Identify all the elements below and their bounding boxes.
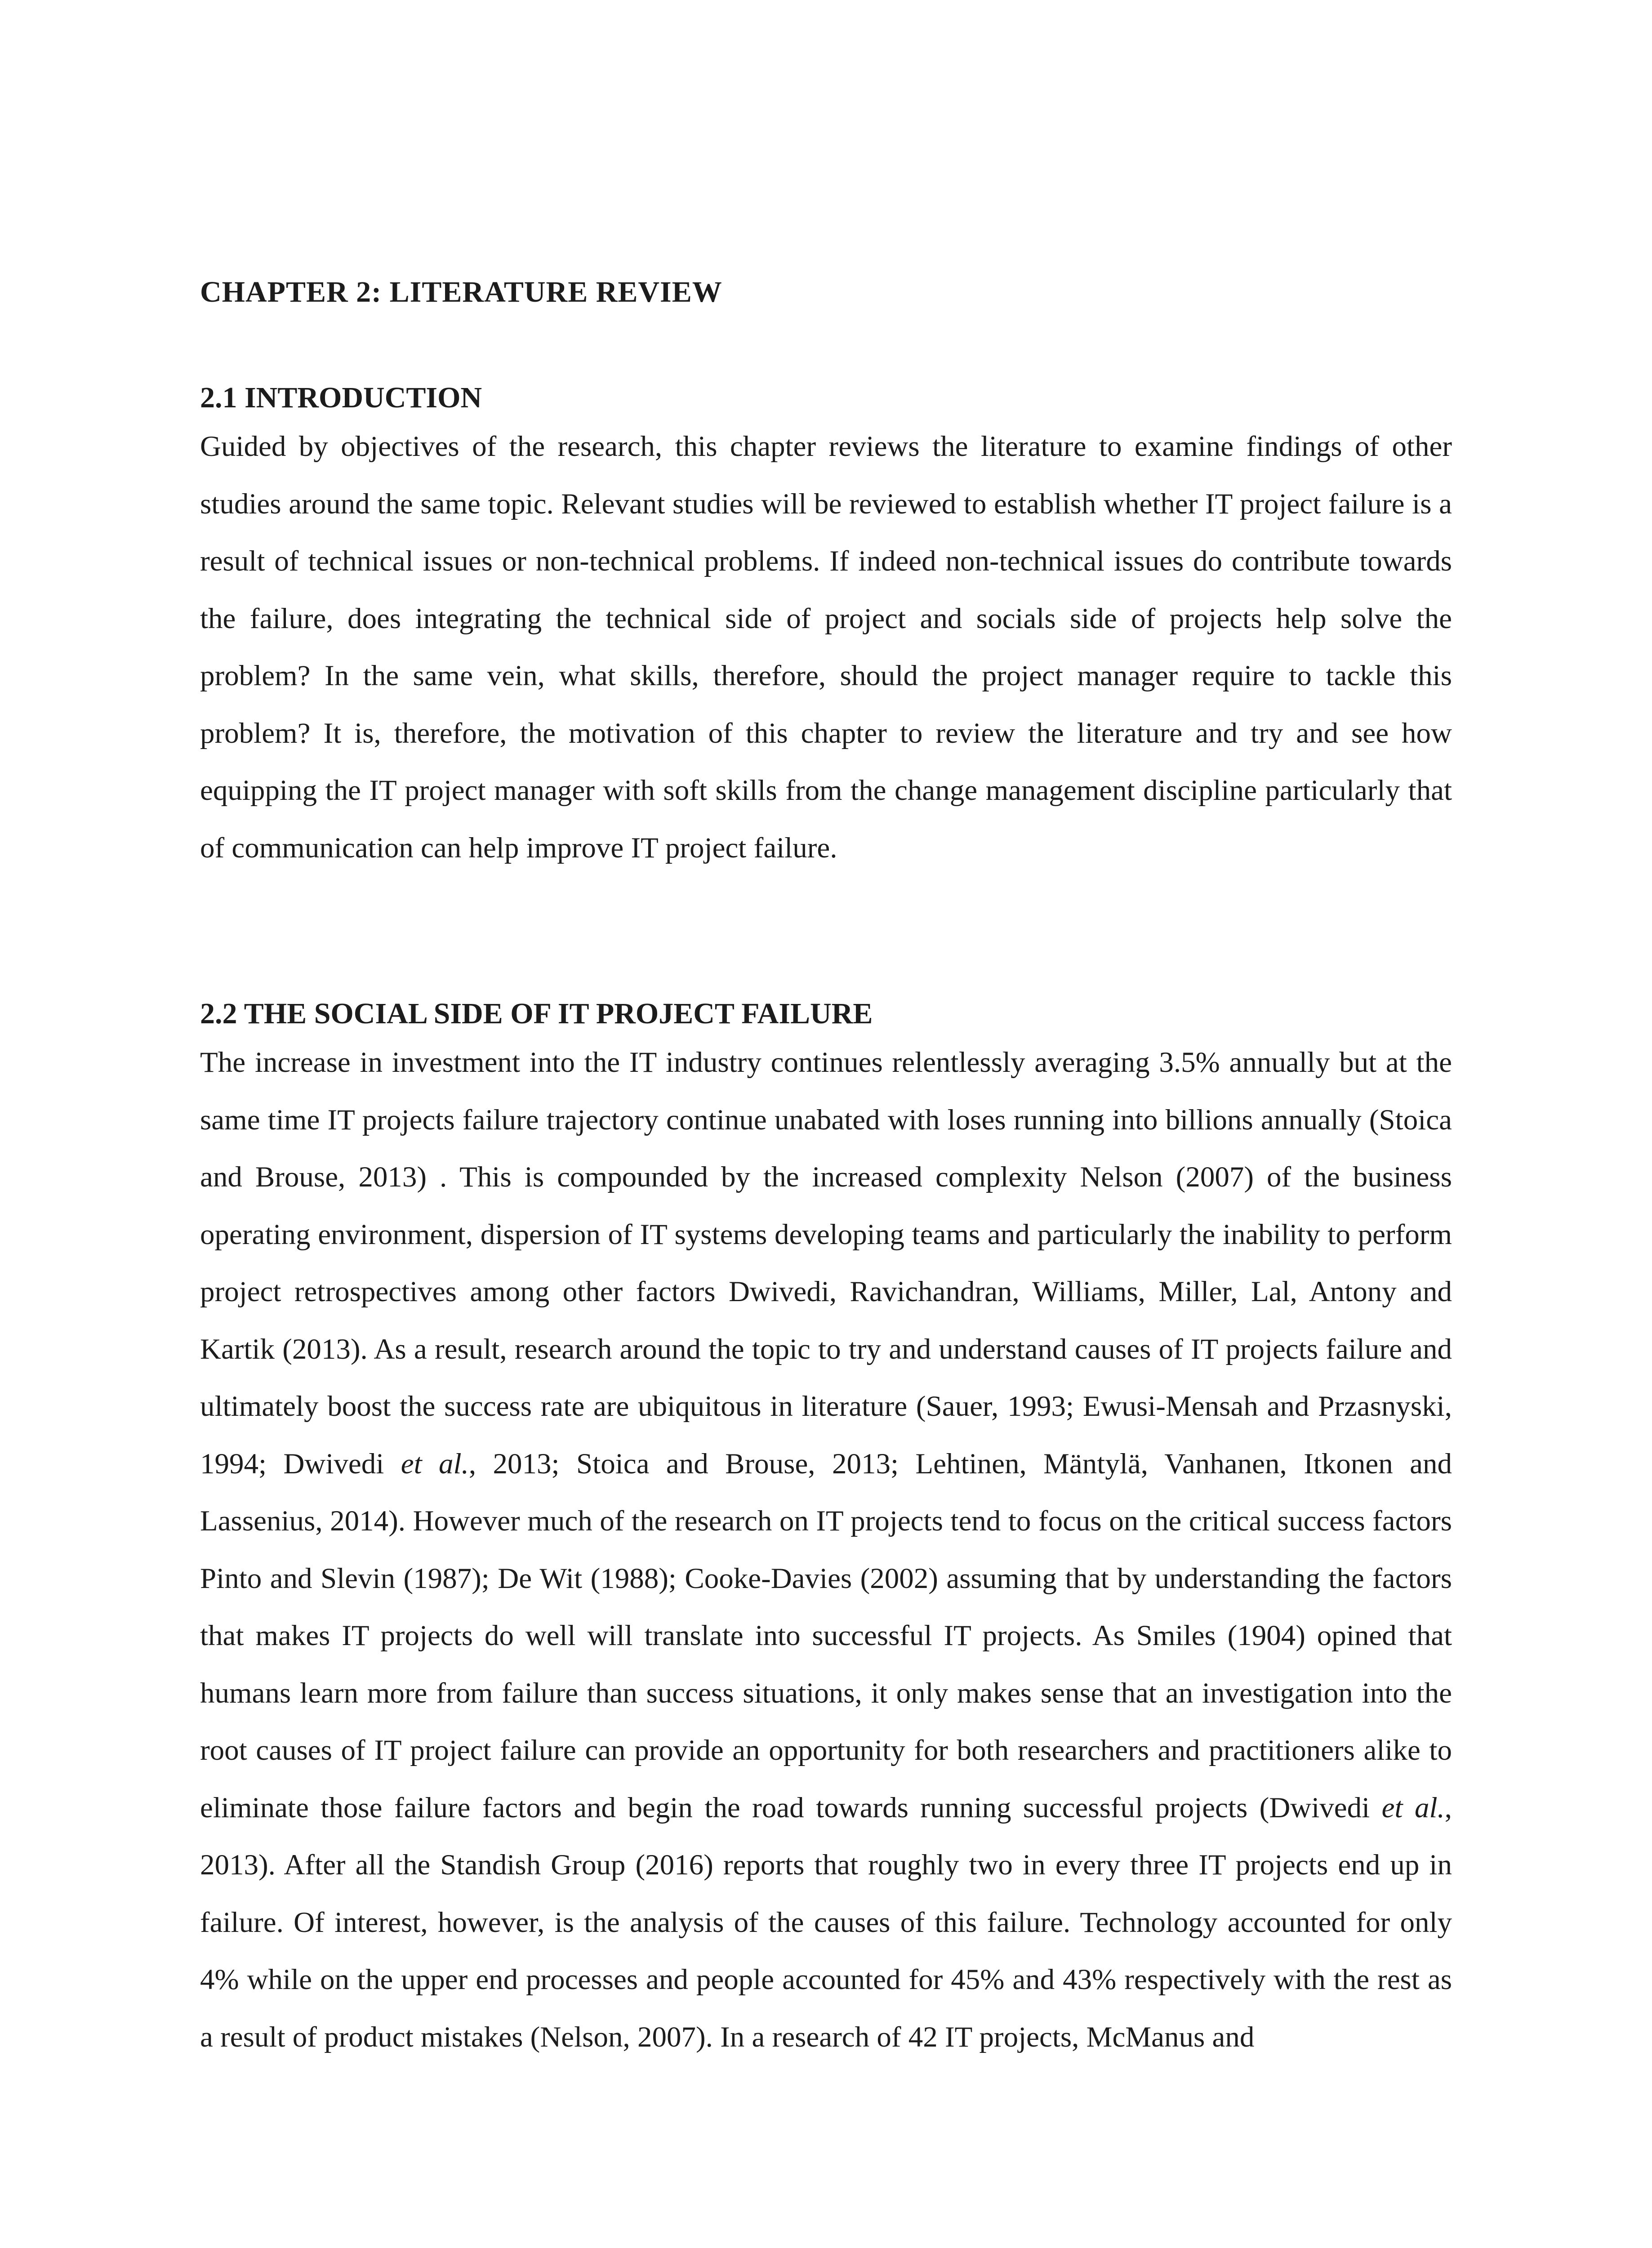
paragraph-text: , 2013). After all the Standish Group (2016) reports that roughly two in every three IT projects end up in failure. Of interest, however, is the analysis of the causes of this failure. Technology accounted for only 4% while on the upper end processes and people accounted for 45% and 43% respectively with the rest as a result of product mistakes (Nelson, 2007). In a research of 42 IT projects, McManus and [200, 1791, 1452, 2053]
section-social-side [200, 994, 1452, 2066]
citation-et-al: et al. [401, 1447, 469, 1480]
section-paragraph [200, 1034, 1452, 2066]
paragraph-text: , 2013; Stoica and Brouse, 2013; Lehtinen, Mäntylä, Vanhanen, Itkonen and Lassenius, 2014). However much of the research on IT projects tend to focus on the critical success factors Pinto and Slevin (1987); De Wit (1988); Cooke-Davies (2002) assuming that by understanding the factors that makes IT projects do well will translate into successful IT projects. As Smiles (1904) opined that humans learn more from failure than success situations, it only makes sense that an investigation into the root causes of IT project failure can provide an opportunity for both researchers and practitioners alike to eliminate those failure factors and begin the road towards running successful projects (Dwivedi [200, 1447, 1452, 1824]
section-paragraph: Guided by objectives of the research, this chapter reviews the literature to examine findings of other studies around the same topic. Relevant studies will be reviewed to establish whether IT project failure is a result of technical issues or non-technical problems. If indeed non-technical issues do contribute towards the failure, does integrating the technical side of project and socials side of projects help solve the problem? In the same vein, what skills, therefore, should the project manager require to tackle this problem? It is, therefore, the motivation of this chapter to review the literature and try and see how equipping the IT project manager with soft skills from the change management discipline particularly that of communication can help improve IT project failure. [200, 430, 1452, 864]
section-introduction [200, 378, 1452, 877]
chapter-title: CHAPTER 2: LITERATURE REVIEW [200, 276, 722, 308]
section-heading: 2.2 THE SOCIAL SIDE OF IT PROJECT FAILURE [200, 997, 873, 1030]
paragraph-text: The increase in investment into the IT industry continues relentlessly averaging 3.5% annually but at the same time IT projects failure trajectory continue unabated with loses running into billions annually (Stoica and Brouse, 2013) . This is compounded by the increased complexity Nelson (2007) of the business operating environment, dispersion of IT systems developing teams and particularly the inability to perform project retrospectives among other factors Dwivedi, Ravichandran, Williams, Miller, Lal, Antony and Kartik (2013). As a result, research around the topic to try and understand causes of IT projects failure and ultimately boost the success rate are ubiquitous in literature (Sauer, 1993; Ewusi-Mensah and Przasnyski, 1994; Dwivedi [200, 1046, 1452, 1480]
section-heading: 2.1 INTRODUCTION [200, 381, 482, 414]
citation-et-al: et al. [1381, 1791, 1445, 1824]
